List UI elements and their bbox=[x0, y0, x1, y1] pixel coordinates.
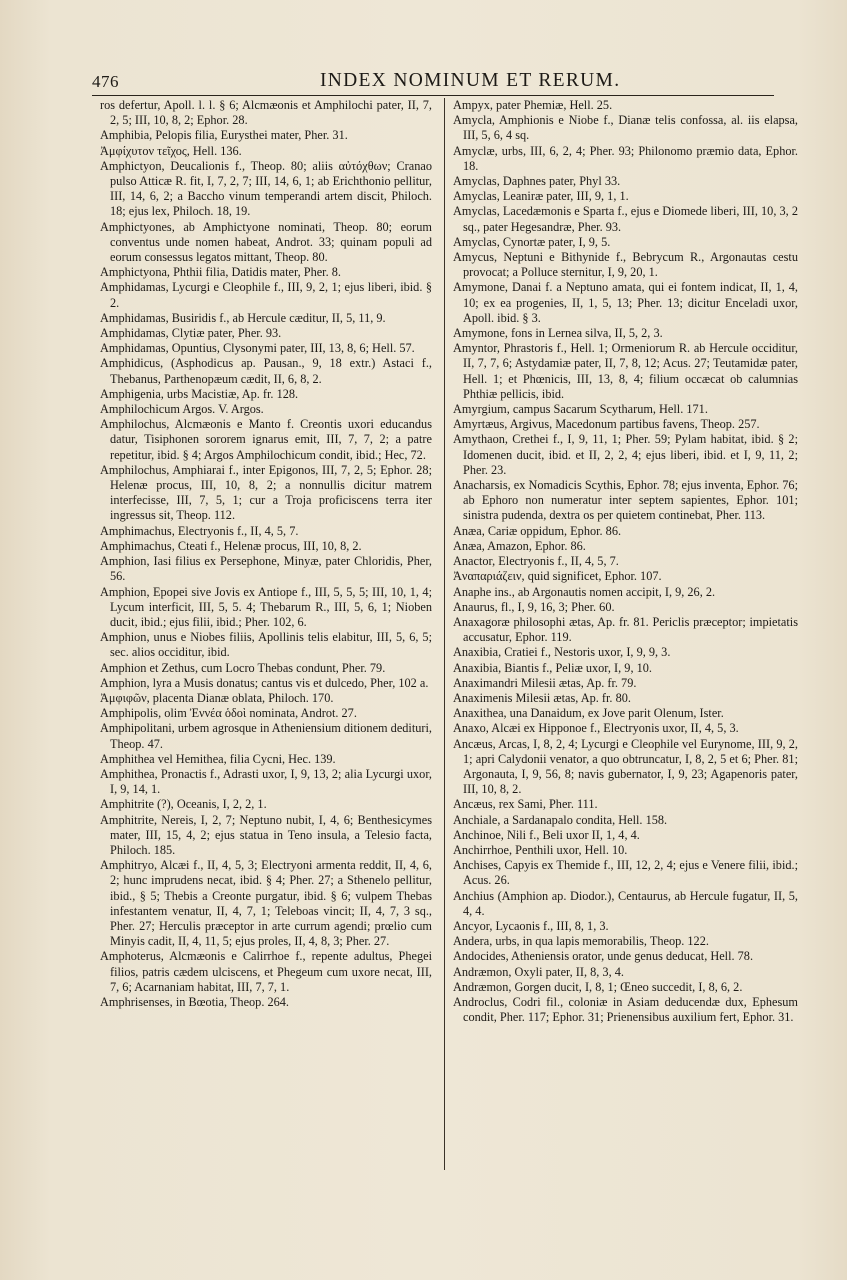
running-title: INDEX NOMINUM ET RERUM. bbox=[320, 70, 621, 91]
index-entry: Anactor, Electryonis f., II, 4, 5, 7. bbox=[453, 554, 619, 569]
index-entry: Amphictyon, Deucalionis f., Theop. 80; aliis αὐτόχθων; Cranao pulso Atticæ R. fit, I, 7, 2, 7; III, 14, 6, 1; ab Erichthonio pellitur, III, 14, 6, 2; a Baccho vinum temperandi artem discit, Philoch. 18; ejus lex, Philoch. 18, 19. bbox=[100, 158, 432, 219]
index-entry: Anaxithea, una Danaidum, ex Jove parit Olenum, Ister. bbox=[453, 706, 724, 721]
index-entry: Amphidamas, Opuntius, Clysonymi pater, III, 13, 8, 6; Hell. 57. bbox=[100, 341, 415, 356]
index-entry: Anchius (Amphion ap. Diodor.), Centaurus, ab Hercule fugatur, II, 5, 4, 4. bbox=[453, 888, 798, 918]
page-number: 476 bbox=[92, 72, 119, 91]
index-entry: Amphion, Epopei sive Jovis ex Antiope f., III, 5, 5, 5; III, 10, 1, 4; Lycum interficit, III, 5, 5. 4; Thebarum R., III, 5, 6, 1; Nioben ducit, ibid.; ejus filii, ibid.; Pher. 102, 6. bbox=[100, 584, 432, 629]
index-entry: Anacharsis, ex Nomadicis Scythis, Ephor. 78; ejus inventa, Ephor. 76; ab Ephoro non numeratur inter septem sapientes, Ephor. 101; sinistra pudenda, dextra os per quietem continebat, Pher. 113. bbox=[453, 478, 798, 523]
index-entry: Anchirrhoe, Penthili uxor, Hell. 10. bbox=[453, 842, 628, 857]
index-entry: Ἀμφίχυτον τεῖχος, Hell. 136. bbox=[100, 143, 242, 158]
index-entry: Ἀναπαριάζειν, quid significet, Ephor. 107. bbox=[453, 569, 662, 584]
index-entry: Anæa, Amazon, Ephor. 86. bbox=[453, 538, 586, 553]
index-entry: Amyclæ, urbs, III, 6, 2, 4; Pher. 93; Philonomo præmio data, Ephor. 18. bbox=[453, 143, 798, 173]
index-entry: Anaxibia, Cratiei f., Nestoris uxor, I, 9, 9, 3. bbox=[453, 645, 671, 660]
index-entry: Amphithea, Pronactis f., Adrasti uxor, I, 9, 13, 2; alia Lycurgi uxor, I, 9, 14, 1. bbox=[100, 766, 432, 797]
right-column bbox=[453, 98, 798, 1025]
index-entry: Amphitrite, Nereis, I, 2, 7; Neptuno nubit, I, 4, 6; Benthesicymes mater, III, 15, 4, 2; ejus statua in Teno insula, a Telesio facta, Philoch. 185. bbox=[100, 812, 432, 857]
index-entry: Ancæus, rex Sami, Pher. 111. bbox=[453, 797, 598, 812]
index-entry: Amphilochus, Amphiarai f., inter Epigonos, III, 7, 2, 5; Ephor. 28; Helenæ procus, III, 10, 8, 2; a nonnullis dicitur matrem interfecisse, III, 7, 5, 1; cur a Troja proficiscens terra iter ingressus sit, Theop. 112. bbox=[100, 462, 432, 523]
index-entry: Amyclas, Cynortæ pater, I, 9, 5. bbox=[453, 234, 611, 249]
index-entry: Amphimachus, Electryonis f., II, 4, 5, 7. bbox=[100, 523, 299, 538]
index-entry: Ἀμφιφῶν, placenta Dianæ oblata, Philoch. 170. bbox=[100, 690, 334, 705]
index-entry: Amphoterus, Alcmæonis e Calirrhoe f., repente adultus, Phegei filios, patris cædem ulciscens, et Phegeum cum uxore necat, III, 7, 6; Acarnaniam habitat, III, 7, 7, 1. bbox=[100, 949, 432, 994]
index-entry: Amycus, Neptuni e Bithynide f., Bebrycum R., Argonautas cestu provocat; a Polluce sternitur, I, 9, 20, 1. bbox=[453, 250, 798, 280]
index-entry: Amphibia, Pelopis filia, Eurysthei mater, Pher. 31. bbox=[100, 128, 348, 143]
index-entry: Amphipolis, olim Ἐννέα ὁδοὶ nominata, Androt. 27. bbox=[100, 706, 357, 721]
index-entry: Amphilochicum Argos. V. Argos. bbox=[100, 402, 264, 417]
index-entry: Amphidamas, Lycurgi e Cleophile f., III, 9, 2, 1; ejus liberi, ibid. § 2. bbox=[100, 280, 432, 310]
index-entry: Androclus, Codri fil., coloniæ in Asiam deducendæ dux, Ephesum condit, Pher. 117; Ephor. 31; Prienensibus auxilium fert, Ephor. 31. bbox=[453, 994, 798, 1025]
index-entry: Amphictyones, ab Amphictyone nominati, Theop. 80; eorum conventus unde nomen habeat, Androt. 33; quinam populi ad eorum consessus legatos mittant, Theop. 80. bbox=[100, 219, 432, 265]
index-entry: Amphrisenses, in Bœotia, Theop. 264. bbox=[100, 994, 289, 1009]
index-entry: Anaximenis Milesii ætas, Ap. fr. 80. bbox=[453, 690, 631, 705]
index-entry: Amyclas, Leaniræ pater, III, 9, 1, 1. bbox=[453, 189, 629, 204]
index-entry: Amphipolitani, urbem agrosque in Atheniensium ditionem dedituri, Theop. 47. bbox=[100, 721, 432, 751]
index-entry: Amphithea vel Hemithea, filia Cycni, Hec. 139. bbox=[100, 751, 336, 766]
index-entry: Amphion, unus e Niobes filiis, Apollinis telis elabitur, III, 5, 6, 5; sec. alios occiditur, ibid. bbox=[100, 630, 432, 660]
index-entry: Amphitrite (?), Oceanis, I, 2, 2, 1. bbox=[100, 797, 267, 812]
index-entry: Amphitryo, Alcæi f., II, 4, 5, 3; Electryoni armenta reddit, II, 4, 6, 2; hunc imprudens necat, ibid. § 4; Pher. 27; a Sthenelo pellitur, ibid., § 5; Thebis a Creonte purgatur, ibid. § 6; vulpem Thebas infestantem venatur, II, 4, 7, 1; Teleboas vincit; II, 4, 7, 3 sq., Pher. 27; Herculis præceptor in arte currum agendi; prœlio cum Minyis cadit, II, 4, 11, 5; ejus proles, II, 4, 8, 3; Pher. 27. bbox=[100, 858, 432, 949]
index-entry: Anaxagoræ philosophi ætas, Ap. fr. 81. Periclis præceptor; impietatis accusatur, Ephor. 119. bbox=[453, 614, 798, 645]
index-entry: Amyrtæus, Argivus, Macedonum partibus favens, Theop. 257. bbox=[453, 417, 760, 432]
index-entry: Anaurus, fl., I, 9, 16, 3; Pher. 60. bbox=[453, 599, 615, 614]
index-entry: Amphidicus, (Asphodicus ap. Pausan., 9, 18 extr.) Astaci f., Thebanus, Parthenopæum cædit, II, 6, 8, 2. bbox=[100, 356, 432, 386]
index-entry: Anchises, Capyis ex Themide f., III, 12, 2, 4; ejus e Venere filii, ibid.; Acus. 26. bbox=[453, 858, 798, 888]
index-entry: Amyclas, Lacedæmonis e Sparta f., ejus e Diomede liberi, III, 10, 3, 2 sq., pater Hegesandræ, Pher. 93. bbox=[453, 204, 798, 234]
index-entry: Amphimachus, Cteati f., Helenæ procus, III, 10, 8, 2. bbox=[100, 538, 362, 553]
index-entry: Andera, urbs, in qua lapis memorabilis, Theop. 122. bbox=[453, 934, 709, 949]
index-entry: Anaximandri Milesii ætas, Ap. fr. 79. bbox=[453, 675, 637, 690]
index-entry: Anchiale, a Sardanapalo condita, Hell. 158. bbox=[453, 812, 668, 827]
page-header bbox=[92, 66, 847, 94]
index-entry: Amphidamas, Busiridis f., ab Hercule cæditur, II, 5, 11, 9. bbox=[100, 310, 386, 325]
index-entry: Amymone, fons in Lernea silva, II, 5, 2, 3. bbox=[453, 326, 663, 341]
index-entry: Amphidamas, Clytiæ pater, Pher. 93. bbox=[100, 326, 282, 341]
index-entry: Ancyor, Lycaonis f., III, 8, 1, 3. bbox=[453, 918, 609, 933]
index-entry: Amphictyona, Phthii filia, Datidis mater, Pher. 8. bbox=[100, 265, 341, 280]
index-entry: Amyclas, Daphnes pater, Phyl 33. bbox=[453, 174, 621, 189]
index-entry: Anchinoe, Nili f., Beli uxor II, 1, 4, 4. bbox=[453, 827, 640, 842]
index-entry: Amphigenia, urbs Macistiæ, Ap. fr. 128. bbox=[100, 386, 299, 401]
index-entry: Amyntor, Phrastoris f., Hell. 1; Ormeniorum R. ab Hercule occiditur, II, 7, 7, 6; Astydamiæ pater, II, 7, 8, 12; Acus. 27; Teutamidæ pater, Hell. 1; et Phœnicis, III, 13, 8, 4; filium occæcat ob calumnias Phthiæ pellicis, ibid. bbox=[453, 341, 798, 401]
index-entry: Anaxo, Alcæi ex Hipponoe f., Electryonis uxor, II, 4, 5, 3. bbox=[453, 721, 739, 736]
index-entry: Andocides, Atheniensis orator, unde genus deducat, Hell. 78. bbox=[453, 949, 754, 964]
index-entry: Amyrgium, campus Sacarum Scytharum, Hell. 171. bbox=[453, 402, 708, 417]
index-entry: Amycla, Amphionis e Niobe f., Dianæ telis confossa, al. iis elapsa, III, 5, 6, 4 sq. bbox=[453, 113, 798, 143]
index-entry: Andræmon, Oxyli pater, II, 8, 3, 4. bbox=[453, 964, 624, 979]
index-entry: Amythaon, Crethei f., I, 9, 11, 1; Pher. 59; Pylam habitat, ibid. § 2; Idomenen ducit, ibid. et II, 2, 2, 4; ejus liberi, ibid. et I, 9, 11, 2; Pher. 23. bbox=[453, 432, 798, 477]
index-entry: Amphion, lyra a Musis donatus; cantus vis et dulcedo, Pher, 102 a. bbox=[100, 675, 429, 690]
index-entry: Anæa, Cariæ oppidum, Ephor. 86. bbox=[453, 523, 622, 538]
header-rule bbox=[92, 95, 774, 96]
index-entry: ros defertur, Apoll. l. l. § 6; Alcmæonis et Amphilochi pater, II, 7, 2, 5; III, 10, 8, 2; Ephor. 28. bbox=[100, 98, 432, 128]
index-entry: Ampyx, pater Phemiæ, Hell. 25. bbox=[453, 98, 613, 112]
index-entry: Amphilochus, Alcmæonis e Manto f. Creontis uxori educandus datur, Tisiphonen sororem ignarus emit, III, 7, 7, 2; a patre repetitur, ibid. § 4; Argos Amphilochicum condit, ibid.; Hec, 72. bbox=[100, 417, 432, 462]
index-entry: Andræmon, Gorgen ducit, I, 8, 1; Œneo succedit, I, 8, 6, 2. bbox=[453, 979, 743, 994]
index-entry: Amphion et Zethus, cum Locro Thebas condunt, Pher. 79. bbox=[100, 660, 386, 675]
index-entry: Amymone, Danai f. a Neptuno amata, qui ei fontem indicat, II, 1, 4, 10; ex ea progenies, II, 1, 5, 13; Pher. 13; dicitur Enceladi uxor, Apoll. ibid. § 3. bbox=[453, 280, 798, 325]
index-entry: Anaphe ins., ab Argonautis nomen accipit, I, 9, 26, 2. bbox=[453, 584, 716, 599]
index-entry: Ancæus, Arcas, I, 8, 2, 4; Lycurgi e Cleophile vel Eurynome, III, 9, 2, 1; apri Calydonii venator, a quo obtruncatur, I, 8, 2, 5 et 6; Pher. 81; Argonauta, I, 9, 56, 8; navis gubernator, I, 9, 23; Agapenoris pater, III, 10, 8, 2. bbox=[453, 736, 798, 797]
index-entry: Anaxibia, Biantis f., Peliæ uxor, I, 9, 10. bbox=[453, 660, 652, 675]
index-entry: Amphion, Iasi filius ex Persephone, Minyæ, pater Chloridis, Pher, 56. bbox=[100, 554, 432, 584]
left-column bbox=[100, 98, 432, 1010]
